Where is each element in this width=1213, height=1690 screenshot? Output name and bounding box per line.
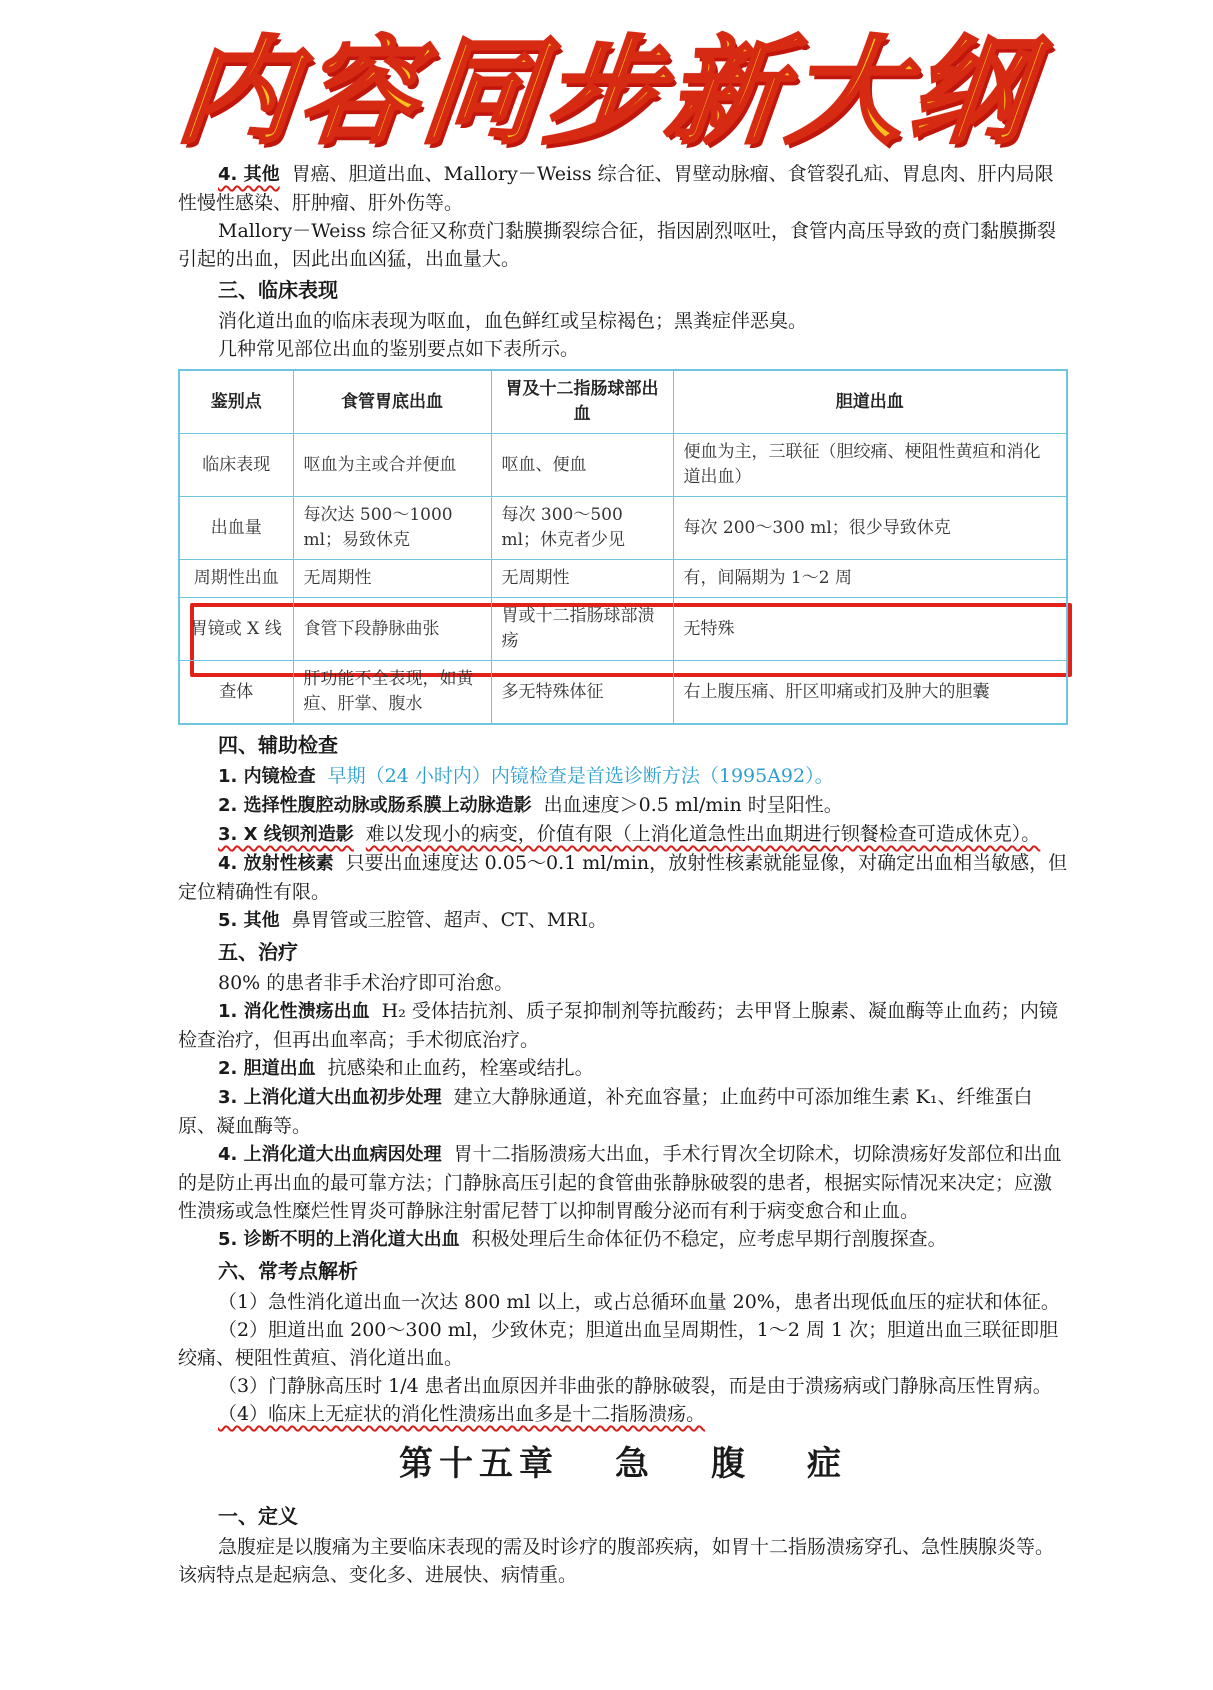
- exam-item-2-label: 2. 选择性腹腔动脉或肠系膜上动脉造影: [218, 795, 532, 816]
- treat-item-5: [178, 1225, 1068, 1254]
- table-cell: 无特殊: [673, 598, 1067, 661]
- treat-item-3-text: 建立大静脉通道，补充血容量；止血药中可添加维生素 K₁、纤维蛋白原、凝血酶等。: [178, 1086, 1033, 1137]
- chapter-word: 急: [615, 1444, 655, 1484]
- treat-item-4: [178, 1140, 1068, 1225]
- key-point-1: （1）急性消化道出血一次达 800 ml 以上，或占总循环血量 20%，患者出现低血压的症状和体征。: [218, 1291, 1060, 1313]
- treat-item-1: [178, 997, 1068, 1054]
- table-row: [179, 434, 1067, 497]
- exam-item-4-text: 只要出血速度达 0.05～0.1 ml/min，放射性核素就能显像，对确定出血相当敏感，但定位精确性有限。: [178, 852, 1068, 903]
- mallory-weiss-para: Mallory－Weiss 综合征又称贲门黏膜撕裂综合征，指因剧烈呕吐，食管内高压导致的贲门黏膜撕裂引起的出血，因此出血凶猛，出血量大。: [178, 220, 1057, 270]
- exam-item-3-label: 3. X 线钡剂造影: [218, 824, 354, 845]
- exam-item-5: [178, 906, 1068, 935]
- table-row: [179, 598, 1067, 661]
- key-point-4: [178, 1400, 1068, 1428]
- chapter-title: [178, 1444, 1068, 1484]
- treat-item-4-label: 4. 上消化道大出血病因处理: [218, 1144, 442, 1165]
- table-cell: 出血量: [179, 497, 293, 560]
- exam-item-5-label: 5. 其他: [218, 910, 280, 931]
- table-cell: 右上腹压痛、肝区叩痛或扪及肿大的胆囊: [673, 661, 1067, 725]
- table-header: 食管胃底出血: [293, 370, 491, 434]
- chapter-word: 症: [807, 1444, 847, 1484]
- table-header: 鉴别点: [179, 370, 293, 434]
- section-3-p2: 几种常见部位出血的鉴别要点如下表所示。: [218, 338, 580, 360]
- table-cell: 多无特殊体征: [491, 661, 673, 725]
- key-point-2: （2）胆道出血 200～300 ml，少致休克；胆道出血呈周期性，1～2 周 1 次；胆道出血三联征即胆绞痛、梗阻性黄疸、消化道出血。: [178, 1319, 1059, 1369]
- page-content: [178, 160, 1068, 1589]
- other-causes-text: 胃癌、胆道出血、Mallory－Weiss 综合征、胃壁动脉瘤、食管裂孔疝、胃息肉、肝内局限性慢性感染、肝肿瘤、肝外伤等。: [178, 163, 1054, 214]
- treat-item-5-text: 积极处理后生命体征仍不稳定，应考虑早期行剖腹探查。: [471, 1228, 947, 1250]
- exam-item-2-text: 出血速度＞0.5 ml/min 时呈阳性。: [543, 794, 843, 816]
- treat-item-3-label: 3. 上消化道大出血初步处理: [218, 1087, 442, 1108]
- other-causes-para: [178, 160, 1068, 217]
- table-row-highlighted: [179, 661, 1067, 725]
- table-cell: 有，间隔期为 1～2 周: [673, 560, 1067, 598]
- treat-item-1-text: H₂ 受体拮抗剂、质子泵抑制剂等抗酸药；去甲肾上腺素、凝血酶等止血药；内镜检查治疗，但再出血率高；手术彻底治疗。: [178, 1000, 1058, 1051]
- table-header-row: [179, 370, 1067, 434]
- table-cell: 每次 200～300 ml；很少导致休克: [673, 497, 1067, 560]
- table-cell: 胃镜或 X 线: [179, 598, 293, 661]
- table-cell: 食管下段静脉曲张: [293, 598, 491, 661]
- exam-item-5-text: 鼻胃管或三腔管、超声、CT、MRI。: [291, 909, 608, 931]
- key-point-3: （3）门静脉高压时 1/4 患者出血原因并非曲张的静脉破裂，而是由于溃疡病或门静脉高压性胃病。: [218, 1375, 1052, 1397]
- treat-item-2: [178, 1054, 1068, 1083]
- exam-item-1-text: 早期（24 小时内）内镜检查是首选诊断方法（1995A92）。: [327, 765, 834, 787]
- chapter-word: 腹: [711, 1444, 751, 1484]
- table-cell: 无周期性: [293, 560, 491, 598]
- section-5-title: 五、治疗: [218, 940, 298, 964]
- exam-item-3-text: 难以发现小的病变，价值有限（上消化道急性出血期进行钡餐检查可造成休克）。: [365, 823, 1041, 845]
- treat-item-2-text: 抗感染和止血药，栓塞或结扎。: [327, 1057, 594, 1079]
- key-point-4-text: （4）临床上无症状的消化性溃疡出血多是十二指肠溃疡。: [218, 1403, 706, 1425]
- table-cell: 无周期性: [491, 560, 673, 598]
- other-causes-label: 4. 其他: [218, 164, 280, 185]
- exam-item-1-label: 1. 内镜检查: [218, 766, 316, 787]
- table-row: [179, 560, 1067, 598]
- table-row: [179, 497, 1067, 560]
- section-5-intro: 80% 的患者非手术治疗即可治愈。: [218, 972, 514, 994]
- treat-item-4-text: 胃十二指肠溃疡大出血，手术行胃次全切除术，切除溃疡好发部位和出血的是防止再出血的最可靠方法；门静脉高压引起的食管曲张静脉破裂的患者，根据实际情况来决定；应激性溃疡或急性糜烂性胃炎可静脉注射雷尼替丁以抑制胃酸分泌而有利于病变愈合和止血。: [178, 1143, 1062, 1222]
- exam-item-3: [178, 820, 1068, 849]
- table-cell: 查体: [179, 661, 293, 725]
- table-header: 胃及十二指肠球部出血: [491, 370, 673, 434]
- section-4-title: 四、辅助检查: [218, 733, 338, 757]
- table-cell: 呕血为主或合并便血: [293, 434, 491, 497]
- table-header: 胆道出血: [673, 370, 1067, 434]
- exam-item-2: [178, 791, 1068, 820]
- chapter-number: 第十五章: [399, 1444, 559, 1484]
- exam-item-4: [178, 849, 1068, 906]
- table-cell: 呕血、便血: [491, 434, 673, 497]
- treat-item-1-label: 1. 消化性溃疡出血: [218, 1001, 370, 1022]
- treat-item-3: [178, 1083, 1068, 1140]
- section-6-title: 六、常考点解析: [218, 1259, 358, 1283]
- table-cell: 每次 300～500 ml；休克者少见: [491, 497, 673, 560]
- table-cell: 临床表现: [179, 434, 293, 497]
- treat-item-2-label: 2. 胆道出血: [218, 1058, 316, 1079]
- banner: [0, 0, 1213, 165]
- section-3-p1: 消化道出血的临床表现为呕血，血色鲜红或呈棕褐色；黑粪症伴恶臭。: [218, 310, 808, 332]
- exam-item-4-label: 4. 放射性核素: [218, 853, 334, 874]
- definition-title: 一、定义: [218, 1504, 298, 1528]
- table-cell: 便血为主，三联征（胆绞痛、梗阻性黄疸和消化道出血）: [673, 434, 1067, 497]
- definition-text: 急腹症是以腹痛为主要临床表现的需及时诊疗的腹部疾病，如胃十二指肠溃疡穿孔、急性胰腺炎等。该病特点是起病急、变化多、进展快、病情重。: [178, 1536, 1055, 1586]
- section-3-title: 三、临床表现: [218, 278, 338, 302]
- treat-item-5-label: 5. 诊断不明的上消化道大出血: [218, 1229, 460, 1250]
- table-cell: 胃或十二指肠球部溃疡: [491, 598, 673, 661]
- table-cell: 肝功能不全表现，如黄疸、肝掌、腹水: [293, 661, 491, 725]
- table-cell: 每次达 500～1000 ml；易致休克: [293, 497, 491, 560]
- banner-title: 内容同步新大纲: [171, 25, 1040, 160]
- differential-table: [178, 369, 1068, 725]
- table-cell: 周期性出血: [179, 560, 293, 598]
- exam-item-1: [178, 762, 1068, 791]
